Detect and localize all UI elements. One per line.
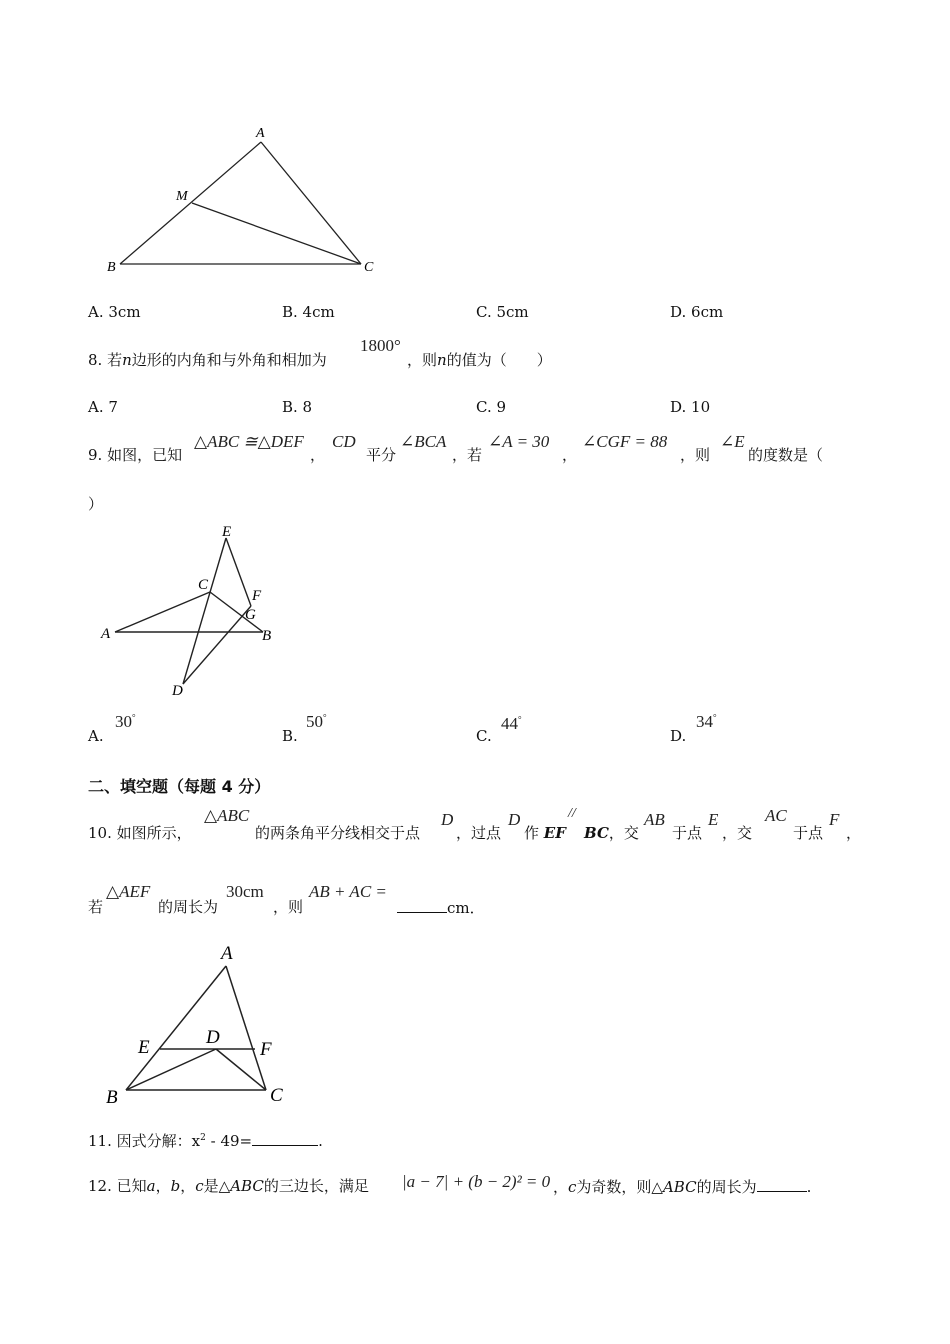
q9-option-a-value[interactable]: 30° bbox=[115, 712, 136, 731]
q10-formula-d2: D bbox=[508, 810, 521, 829]
q10-bc: BC bbox=[584, 824, 609, 842]
q9-text-degree: 的度数是（ bbox=[748, 446, 824, 464]
q10-ef: EF bbox=[543, 824, 566, 842]
label-c: C bbox=[270, 1085, 283, 1106]
label-g: G bbox=[245, 607, 256, 623]
q12-abc: ABC bbox=[230, 1177, 264, 1195]
q12-text-pre: 已知 bbox=[116, 1177, 147, 1195]
q10-text-jiao2: ，交 bbox=[722, 824, 753, 842]
figure-q9 bbox=[95, 520, 295, 705]
q9-option-b-letter[interactable]: B. bbox=[282, 727, 298, 745]
q9-angle-a-value: ∠A = 30 bbox=[488, 432, 550, 451]
q8-option-d[interactable]: D. 10 bbox=[670, 398, 711, 416]
q9-formula-angle-a bbox=[488, 432, 549, 452]
q9-text-bisect: 平分 bbox=[366, 446, 397, 464]
q11-period: . bbox=[318, 1132, 323, 1150]
segment-df bbox=[183, 606, 251, 684]
label-b: B bbox=[106, 1087, 118, 1108]
q8-number: 8. bbox=[88, 351, 103, 369]
q12-var-b: b bbox=[170, 1177, 181, 1195]
q10-formula-ac: AC bbox=[765, 806, 787, 825]
segment-ae bbox=[115, 592, 210, 632]
q10-formula-e: E bbox=[708, 810, 719, 829]
q8-formula: 1800° bbox=[360, 336, 401, 355]
label-b: B bbox=[262, 628, 272, 644]
label-e: E bbox=[138, 1037, 150, 1058]
q8-option-b[interactable]: B. 8 bbox=[282, 398, 313, 416]
q11-exponent: 2 bbox=[200, 1133, 206, 1143]
q8-text-post2: 的值为（ ） bbox=[446, 351, 552, 369]
q12-text-odd: 为奇数，则△ bbox=[576, 1178, 663, 1196]
segment-ef bbox=[226, 538, 251, 606]
q8-option-a[interactable]: A. 7 bbox=[88, 398, 118, 416]
q9-formula-e: ∠E bbox=[720, 432, 745, 451]
q10-text-bisectors: 的两条角平分线相交于点 bbox=[255, 824, 421, 842]
q10-formula-aef: △AEF bbox=[106, 882, 151, 901]
q12-formula: |a − 7| + (b − 2)² = 0 bbox=[402, 1172, 551, 1191]
label-a: A bbox=[221, 943, 233, 964]
q10-formula-ab-ac: AB + AC = bbox=[309, 882, 387, 901]
q10-text-if: 若 bbox=[88, 898, 104, 916]
q9-text-pre: 如图，已知 bbox=[107, 446, 183, 464]
q10-formula-ab: AB bbox=[644, 810, 665, 829]
q9-option-c-value[interactable]: 44° bbox=[501, 714, 522, 733]
q9-option-d-letter[interactable]: D. bbox=[670, 727, 687, 745]
q10-formula-d1: D bbox=[441, 810, 454, 829]
q9-option-c-letter[interactable]: C. bbox=[476, 727, 492, 745]
q7-option-d[interactable]: D. 6cm bbox=[670, 303, 724, 321]
label-m: M bbox=[176, 189, 188, 204]
q11-answer-blank[interactable] bbox=[252, 1131, 318, 1146]
q9-formula-cd: CD bbox=[332, 432, 356, 451]
q8-option-c[interactable]: C. 9 bbox=[476, 398, 507, 416]
q7-option-c[interactable]: C. 5cm bbox=[476, 303, 529, 321]
q10-text-then: ，则 bbox=[273, 898, 304, 916]
q10-text-bc bbox=[584, 824, 639, 842]
q7-option-b[interactable]: B. 4cm bbox=[282, 303, 335, 321]
q10-text-jiao1: ，交 bbox=[608, 824, 639, 842]
q10-text-draw bbox=[524, 824, 566, 842]
segment-ac bbox=[226, 966, 266, 1090]
segment-cd bbox=[216, 1049, 266, 1090]
q9-option-d-value[interactable]: 34° bbox=[696, 712, 717, 731]
q8-stem-end bbox=[407, 351, 552, 369]
q12-text-sides: 的三边长，满足 bbox=[263, 1177, 369, 1195]
q9-formula-cgf bbox=[582, 432, 667, 452]
q12-abc2: ABC bbox=[662, 1178, 697, 1196]
q9-option-a-letter[interactable]: A. bbox=[88, 727, 104, 745]
segment-ab bbox=[120, 142, 261, 264]
q10-formula-30cm: 30cm bbox=[226, 882, 264, 901]
q9-cgf-value: ∠CGF = 88 bbox=[582, 432, 668, 451]
q12-comma3: ， bbox=[553, 1178, 569, 1196]
q9-option-d-number: 34 bbox=[696, 712, 713, 731]
label-a: A bbox=[256, 126, 265, 141]
label-c: C bbox=[198, 577, 209, 593]
q12-var-c2: c bbox=[568, 1178, 577, 1196]
q12-answer-blank[interactable] bbox=[757, 1177, 807, 1192]
q8-n2: n bbox=[437, 351, 447, 369]
q12-period: . bbox=[806, 1178, 812, 1196]
q9-text-then: ，则 bbox=[680, 446, 711, 464]
segment-ed bbox=[183, 538, 226, 684]
q9-option-b-number: 50 bbox=[306, 712, 323, 731]
label-f: F bbox=[260, 1039, 272, 1060]
label-a: A bbox=[101, 626, 111, 642]
q9-number bbox=[88, 446, 182, 464]
q9-num: 9. bbox=[88, 446, 103, 464]
q10-text-at2: 于点 bbox=[793, 824, 824, 842]
q12-var-c: c bbox=[195, 1177, 204, 1195]
q9-formula-bca: ∠BCA bbox=[400, 432, 447, 451]
section-heading-fill-in: 二、填空题（每题 4 分） bbox=[88, 777, 271, 796]
q8-text-mid: 边形的内角和与外角和相加为 bbox=[131, 351, 327, 369]
figure-q10 bbox=[100, 938, 310, 1110]
q10-answer bbox=[397, 898, 485, 917]
q12-number: 12. bbox=[88, 1177, 112, 1195]
q10-text-through: ，过点 bbox=[456, 824, 502, 842]
q12-text-perimeter: 的周长为 bbox=[696, 1178, 757, 1196]
q9-option-a-number: 30 bbox=[115, 712, 132, 731]
q10-formula-f: F bbox=[829, 810, 840, 829]
q10-comma: ， bbox=[846, 824, 862, 842]
label-d: D bbox=[206, 1027, 220, 1048]
q10-text-pre: 如图所示， bbox=[116, 824, 192, 842]
q10-answer-blank[interactable] bbox=[397, 898, 447, 913]
q12-var-a: a bbox=[146, 1177, 156, 1195]
label-b: B bbox=[107, 260, 116, 275]
q12-stem-end bbox=[553, 1177, 811, 1196]
q9-formula-congruent: △ABC ≅△DEF bbox=[194, 432, 304, 451]
q10-num: 10. bbox=[88, 824, 112, 842]
q10-number bbox=[88, 824, 192, 842]
q7-option-a[interactable]: A. 3cm bbox=[88, 303, 141, 321]
label-c: C bbox=[364, 260, 374, 275]
q10-parallel: // bbox=[568, 806, 576, 821]
q10-text-zuo: 作 bbox=[524, 824, 540, 842]
q11-number: 11. bbox=[88, 1132, 112, 1150]
q8-stem bbox=[88, 351, 327, 369]
q8-n: n bbox=[122, 351, 132, 369]
q9-close-paren: ） bbox=[88, 495, 104, 513]
q10-text-at1: 于点 bbox=[672, 824, 703, 842]
q12-text-is: 是△ bbox=[203, 1177, 231, 1195]
figure-triangle-abc-m bbox=[100, 120, 400, 280]
q11-stem bbox=[88, 1129, 323, 1150]
q10-formula-abc: △ABC bbox=[204, 806, 250, 825]
q12-comma2: ， bbox=[180, 1177, 196, 1195]
q9-comma2: ， bbox=[562, 446, 578, 464]
q11-text-post: - 49= bbox=[205, 1132, 253, 1150]
label-d: D bbox=[172, 683, 183, 699]
q10-text-perimeter: 的周长为 bbox=[158, 898, 219, 916]
q12-stem bbox=[88, 1177, 369, 1195]
label-f: F bbox=[252, 588, 262, 604]
q9-comma1: ， bbox=[310, 446, 326, 464]
q8-text-pre: 若 bbox=[107, 351, 123, 369]
label-e: E bbox=[222, 524, 232, 540]
q9-option-c-number: 44 bbox=[501, 714, 518, 733]
q12-comma1: ， bbox=[155, 1177, 171, 1195]
q11-text-pre: 因式分解：x bbox=[116, 1132, 201, 1150]
q9-option-b-value[interactable]: 50° bbox=[306, 712, 327, 731]
q9-text-if: ，若 bbox=[452, 446, 483, 464]
q10-unit: cm． bbox=[447, 899, 485, 917]
q8-text-post1: ，则 bbox=[407, 351, 438, 369]
